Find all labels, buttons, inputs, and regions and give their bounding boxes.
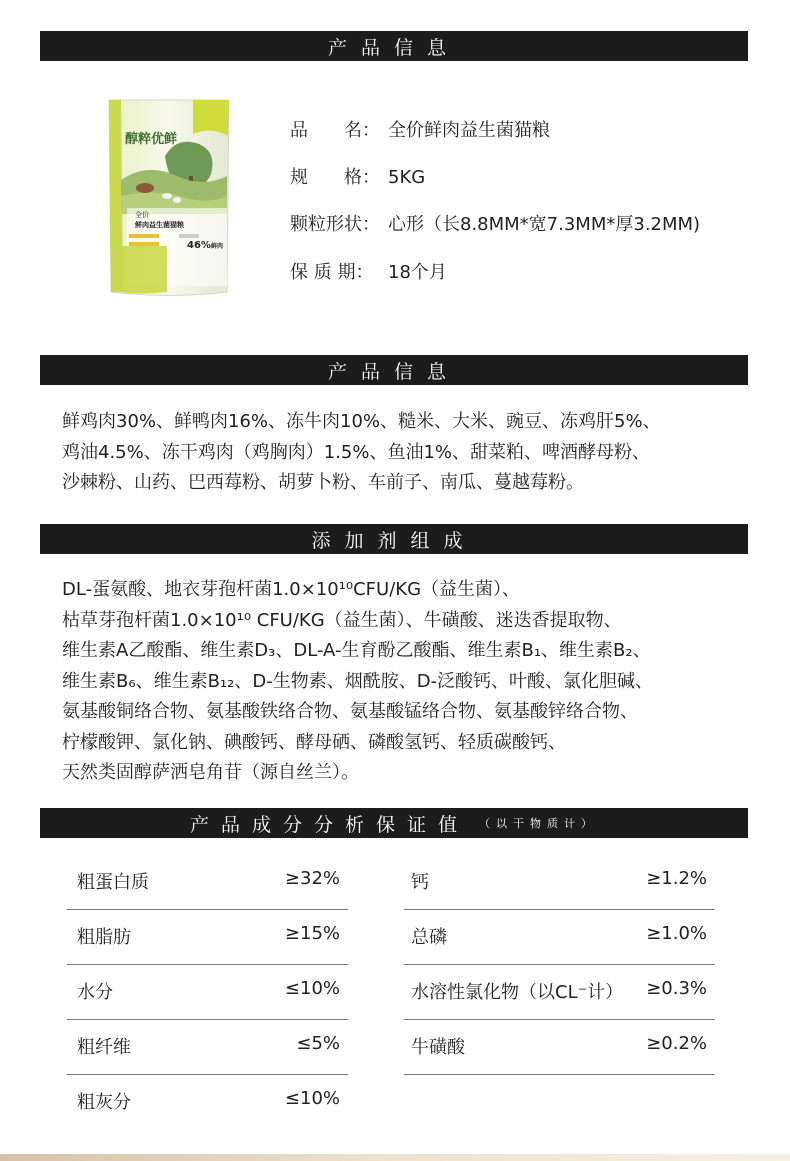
analysis-name: 粗灰分 bbox=[77, 1092, 131, 1113]
section-header-additives bbox=[40, 524, 748, 554]
bottom-decorative-strip bbox=[0, 1154, 790, 1161]
analysis-name: 水溶性氯化物（以CL⁻计） bbox=[411, 982, 624, 1003]
additives-line: DL-蛋氨酸、地衣芽孢杆菌1.0×10¹⁰CFU/KG（益生菌）、 bbox=[62, 579, 521, 600]
analysis-row bbox=[404, 855, 715, 910]
section-header-ingredients bbox=[40, 355, 748, 385]
analysis-value: ≥0.2% bbox=[646, 1033, 707, 1054]
analysis-name: 水分 bbox=[77, 982, 113, 1003]
info-value: 全价鲜肉益生菌猫粮 bbox=[388, 120, 550, 141]
section-title: 产品信息 bbox=[327, 360, 460, 383]
package-badge bbox=[187, 240, 223, 251]
analysis-name: 粗纤维 bbox=[77, 1037, 131, 1058]
info-row-shape bbox=[290, 210, 700, 236]
section-note: （以干物质计） bbox=[479, 817, 598, 830]
package-line-1: 全价 bbox=[135, 211, 149, 219]
section-title: 添加剂组成 bbox=[311, 529, 477, 552]
ingredients-line: 鲜鸡肉30%、鲜鸭肉16%、冻牛肉10%、糙米、大米、豌豆、冻鸡肝5%、 bbox=[62, 411, 661, 432]
section-title: 产品信息 bbox=[327, 36, 460, 59]
info-label: 颗粒形状： bbox=[290, 214, 380, 235]
info-row-spec bbox=[290, 163, 425, 189]
package-brand: 醇粹优鲜 bbox=[125, 132, 178, 147]
info-row-shelf-life bbox=[290, 258, 447, 284]
section-header-analysis bbox=[40, 808, 748, 838]
info-value: 5KG bbox=[388, 167, 426, 188]
analysis-value: ≥1.0% bbox=[646, 923, 707, 944]
info-value: 心形（长8.8MM*宽7.3MM*厚3.2MM) bbox=[388, 214, 701, 235]
additives-line: 天然类固醇萨洒皂角苷（源自丝兰）。 bbox=[62, 762, 359, 783]
analysis-value: ≥1.2% bbox=[646, 868, 707, 889]
ingredients-line: 沙棘粉、山药、巴西莓粉、胡萝卜粉、车前子、南瓜、蔓越莓粉。 bbox=[62, 472, 584, 493]
analysis-name: 粗蛋白质 bbox=[77, 872, 149, 893]
analysis-row bbox=[404, 1020, 715, 1075]
analysis-value: ≥0.3% bbox=[646, 978, 707, 999]
analysis-value: ≥32% bbox=[284, 868, 340, 889]
analysis-name: 牛磺酸 bbox=[411, 1037, 465, 1058]
info-row-name bbox=[290, 116, 550, 142]
info-label: 保 质 期： bbox=[290, 262, 374, 283]
analysis-name: 总磷 bbox=[411, 927, 447, 948]
additives-line: 氨基酸铜络合物、氨基酸铁络合物、氨基酸锰络合物、氨基酸锌络合物、 bbox=[62, 701, 638, 722]
info-label: 规 格： bbox=[290, 167, 380, 188]
analysis-name: 粗脂肪 bbox=[77, 927, 131, 948]
analysis-row bbox=[67, 965, 348, 1020]
section-title: 产品成分分析保证值 bbox=[189, 813, 469, 836]
additives-line: 枯草芽孢杆菌1.0×10¹⁰ CFU/KG（益生菌）、牛磺酸、迷迭香提取物、 bbox=[62, 609, 622, 631]
analysis-value: ≤10% bbox=[284, 978, 340, 999]
analysis-value: ≤10% bbox=[284, 1088, 340, 1109]
analysis-row bbox=[67, 1075, 348, 1129]
additives-line: 维生素A乙酸酯、维生素D₃、DL-A-生育酚乙酸酯、维生素B₁、维生素B₂、 bbox=[62, 640, 651, 661]
ingredients-line: 鸡油4.5%、冻干鸡肉（鸡胸肉）1.5%、鱼油1%、甜菜粕、啤酒酵母粉、 bbox=[62, 441, 651, 463]
section-header-product-info bbox=[40, 31, 748, 61]
analysis-row bbox=[404, 965, 715, 1020]
analysis-row bbox=[404, 910, 715, 965]
package-badge-sub: 鲜肉 bbox=[210, 243, 223, 250]
product-package-image bbox=[107, 96, 231, 299]
analysis-value: ≤5% bbox=[296, 1033, 340, 1054]
analysis-row bbox=[67, 1020, 348, 1075]
package-badge-value: 46% bbox=[187, 240, 211, 251]
analysis-name: 钙 bbox=[411, 872, 429, 893]
additives-line: 维生素B₆、维生素B₁₂、D-生物素、烟酰胺、D-泛酸钙、叶酸、氯化胆碱、 bbox=[62, 670, 654, 692]
additives-text bbox=[62, 575, 653, 789]
ingredients-text bbox=[62, 407, 661, 499]
package-line-2: 鲜肉益生菌猫粮 bbox=[135, 221, 184, 229]
additives-line: 柠檬酸钾、氯化钠、碘酸钙、酵母硒、磷酸氢钙、轻质碳酸钙、 bbox=[62, 731, 566, 753]
analysis-row bbox=[67, 855, 348, 910]
cat-food-bag-illustration bbox=[107, 96, 231, 299]
analysis-value: ≥15% bbox=[284, 923, 340, 944]
info-label: 品 名： bbox=[290, 120, 380, 141]
analysis-row bbox=[67, 910, 348, 965]
info-value: 18个月 bbox=[388, 262, 447, 283]
